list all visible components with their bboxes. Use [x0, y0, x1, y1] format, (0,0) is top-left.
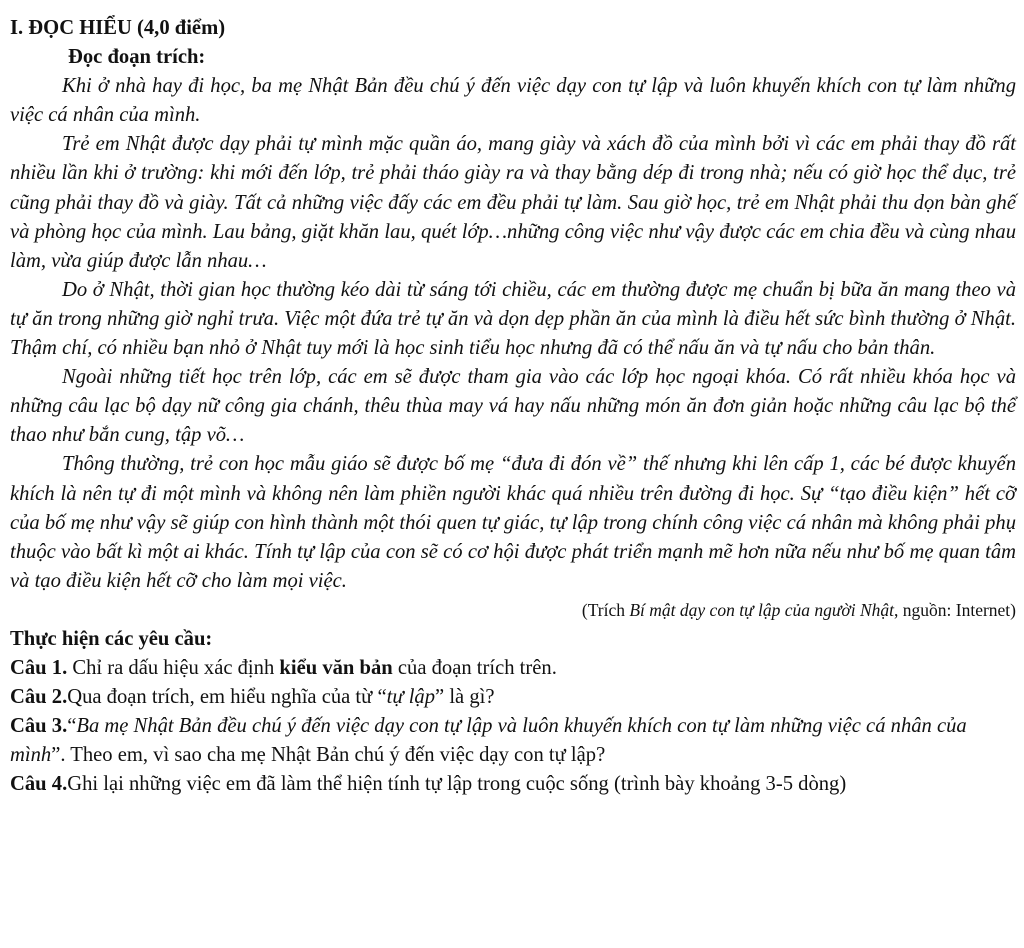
- question-2-text-after: ” là gì?: [435, 686, 495, 709]
- question-2-text-before: Qua đoạn trích, em hiểu nghĩa của từ “: [67, 686, 387, 709]
- excerpt-paragraph-1: Khi ở nhà hay đi học, ba mẹ Nhật Bản đều chú ý đến việc dạy con tự lập và luôn khuyến khích con tự làm những việc cá nhân của mình.: [10, 75, 1016, 127]
- tasks-heading: Thực hiện các yêu cầu:: [10, 627, 213, 650]
- question-3-text-after: ”. Theo em, vì sao cha mẹ Nhật Bản chú ý đến việc dạy con tự lập?: [51, 744, 606, 767]
- question-3-italic-quote: Ba mẹ Nhật Bản đều chú ý đến việc dạy con tự lập và luôn khuyến khích con tự làm những việc cá nhân của mình: [10, 715, 967, 767]
- source-citation: [10, 596, 1016, 625]
- question-1-text-after: của đoạn trích trên.: [392, 657, 557, 680]
- question-3-label: Câu 3.: [10, 715, 68, 738]
- read-instruction: Đọc đoạn trích:: [68, 46, 206, 69]
- source-suffix: , nguồn: Internet): [894, 599, 1016, 620]
- question-1-label: Câu 1.: [10, 657, 68, 680]
- question-3-text-before: “: [67, 715, 77, 738]
- excerpt-paragraph-5: Thông thường, trẻ con học mẫu giáo sẽ được bố mẹ “đưa đi đón về” thế nhưng khi lên cấp 1, các bé được khuyến khích là nên tự đi một mình và không nên làm phiền người khác quá nhiều trên đường đi học. Sự “tạo điều kiện” hết cỡ của bố mẹ như vậy sẽ giúp con hình thành một thói quen tự giác, tự lập trong chính công việc cá nhân mà không phải phụ thuộc vào bất kì một ai khác. Tính tự lập của con sẽ có cơ hội được phát triển mạnh mẽ hơn nữa nếu như bố mẹ quan tâm và tạo điều kiện hết cỡ cho làm mọi việc.: [10, 453, 1016, 592]
- question-1-bold-term: kiểu văn bản: [279, 657, 393, 680]
- section-title: I. ĐỌC HIỂU (4,0 điểm): [10, 17, 226, 39]
- question-4-text-before: Ghi lại những việc em đã làm thể hiện tính tự lập trong cuộc sống (trình bày khoảng 3-5 dòng): [67, 773, 847, 796]
- source-title: Bí mật dạy con tự lập của người Nhật: [629, 599, 895, 620]
- question-3: [10, 712, 1016, 770]
- question-2-italic-term: tự lập: [386, 686, 436, 709]
- excerpt-paragraph-3: Do ở Nhật, thời gian học thường kéo dài từ sáng tới chiều, các em thường được mẹ chuẩn bị bữa ăn mang theo và tự ăn trong những giờ nghỉ trưa. Việc một đứa trẻ tự ăn và dọn dẹp phần ăn của mình là điều hết sức bình thường ở Nhật. Thậm chí, có nhiều bạn nhỏ ở Nhật tuy mới là học sinh tiểu học nhưng đã có thể nấu ăn và tự nấu cho bản thân.: [10, 278, 1016, 360]
- question-2: [10, 683, 1016, 712]
- excerpt-paragraph-2: Trẻ em Nhật được dạy phải tự mình mặc quần áo, mang giày và xách đồ của mình bởi vì các em phải thay đồ rất nhiều lần khi ở trường: khi mới đến lớp, trẻ phải tháo giày ra và thay bằng dép đi trong nhà; nếu có giờ học thể dục, trẻ cũng phải thay đồ và giày. Tất cả những việc đấy các em đều phải tự làm. Sau giờ học, trẻ em Nhật phải thu dọn bàn ghế và phòng học của mình. Lau bảng, giặt khăn lau, quét lớp…những công việc như vậy được các em chia đều và cùng nhau làm, vừa giúp được lẫn nhau…: [10, 133, 1016, 272]
- question-1-text-before: Chỉ ra dấu hiệu xác định: [67, 657, 280, 680]
- question-2-label: Câu 2.: [10, 686, 68, 709]
- source-prefix: (Trích: [581, 599, 630, 620]
- question-4: [10, 770, 1016, 799]
- question-4-label: Câu 4.: [10, 773, 68, 796]
- excerpt-paragraph-4: Ngoài những tiết học trên lớp, các em sẽ được tham gia vào các lớp học ngoại khóa. Có rất nhiều khóa học và những câu lạc bộ dạy nữ công gia chánh, thêu thùa may vá hay nấu những món ăn đơn giản hoặc những câu lạc bộ thể thao như bắn cung, tập võ…: [10, 366, 1016, 447]
- question-1: [10, 654, 1016, 683]
